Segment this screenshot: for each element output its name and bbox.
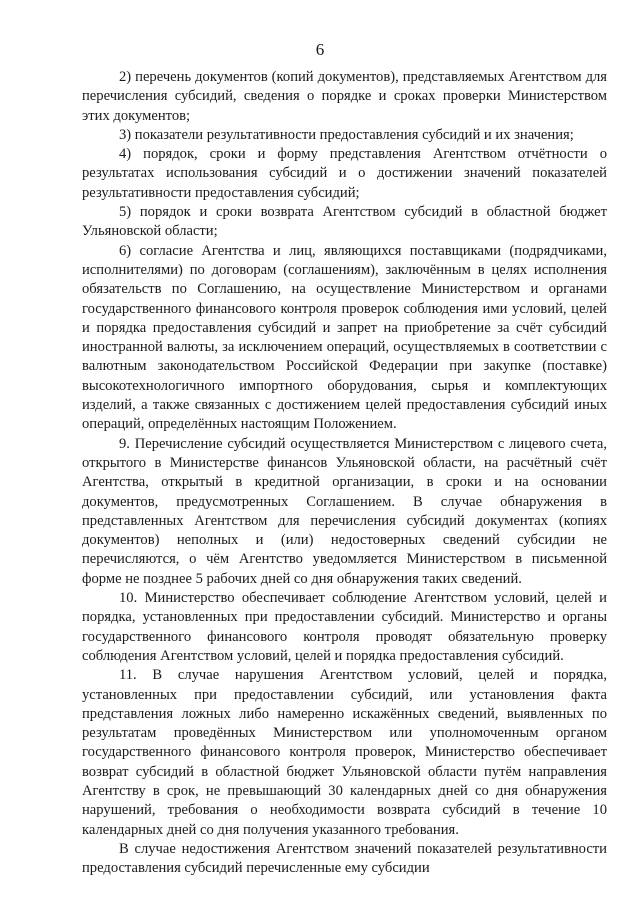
paragraph-clause-11: 11. В случае нарушения Агентством условий, целей и порядка, установленных при предоставлении субсидий, или установления факта представления ложных либо намеренно искажённых сведений, выявленных по результатам проведённых Министерством или уполномоченным органом государственного финансового контроля проверок, Министерство обеспечивает возврат субсидий в областной бюджет Ульяновской области путём направления Агентству в срок, не превышающий 30 календарных дней со дня обнаружения нарушений, требования о необходимости возврата субсидий в течение 10 календарных дней со дня получения указанного требования. [82,667,607,838]
page-number: 6 [315,40,325,59]
paragraph-item-4: 4) порядок, сроки и форму представления Агентством отчётности о результатах использования субсидий и о достижении значений показателей результативности предоставления субсидий; [82,146,607,201]
body-text [82,68,607,878]
paragraph-clause-10: 10. Министерство обеспечивает соблюдение Агентством условий, целей и порядка, установленных при предоставлении субсидий. Министерство и органы государственного финансового контроля проводят обязательную проверку соблюдения Агентством условий, целей и порядка предоставления субсидий. [82,590,607,664]
paragraph-item-5: 5) порядок и сроки возврата Агентством субсидий в областной бюджет Ульяновской области; [82,204,607,240]
paragraph-continuation: В случае недостижения Агентством значений показателей результативности предоставления субсидий перечисленные ему субсидии [82,840,607,877]
paragraph-item-6: 6) согласие Агентства и лиц, являющихся поставщиками (подрядчиками, исполнителями) по договорам (соглашениям), заключённым в целях исполнения обязательств по Соглашению, на осуществление Министерством и органами государственного финансового контроля проверок соблюдения ими условий, целей и порядка предоставления субсидий и запрет на приобретение за счёт субсидий иностранной валюты, за исключением операций, осуществляемых в соответствии с валютным законодательством Российской Федерации при закупке (поставке) высокотехнологичного импортного оборудования, сырья и комплектующих изделий, а также связанных с достижением целей предоставления субсидий иных операций, определённых настоящим Положением. [82,242,607,433]
paragraph-clause-9: 9. Перечисление субсидий осуществляется Министерством с лицевого счета, открытого в Министерстве финансов Ульяновской области, на расчётный счёт Агентства, открытый в кредитной организации, в сроки и на основании документов, предусмотренных Соглашением. В случае обнаружения в представленных Агентством для перечисления субсидий документах (копиях документов) неполных и (или) недостоверных сведений субсидии не перечисляются, о чём Агентство уведомляется Министерством в письменной форме не позднее 5 рабочих дней со дня обнаружения таких сведений. [82,435,607,587]
paragraph-item-3: 3) показатели результативности предоставления субсидий и их значения; [119,126,574,143]
paragraph-item-2: 2) перечень документов (копий документов), представляемых Агентством для перечисления субсидий, сведения о порядке и сроках проверки Министерством этих документов; [82,69,607,124]
